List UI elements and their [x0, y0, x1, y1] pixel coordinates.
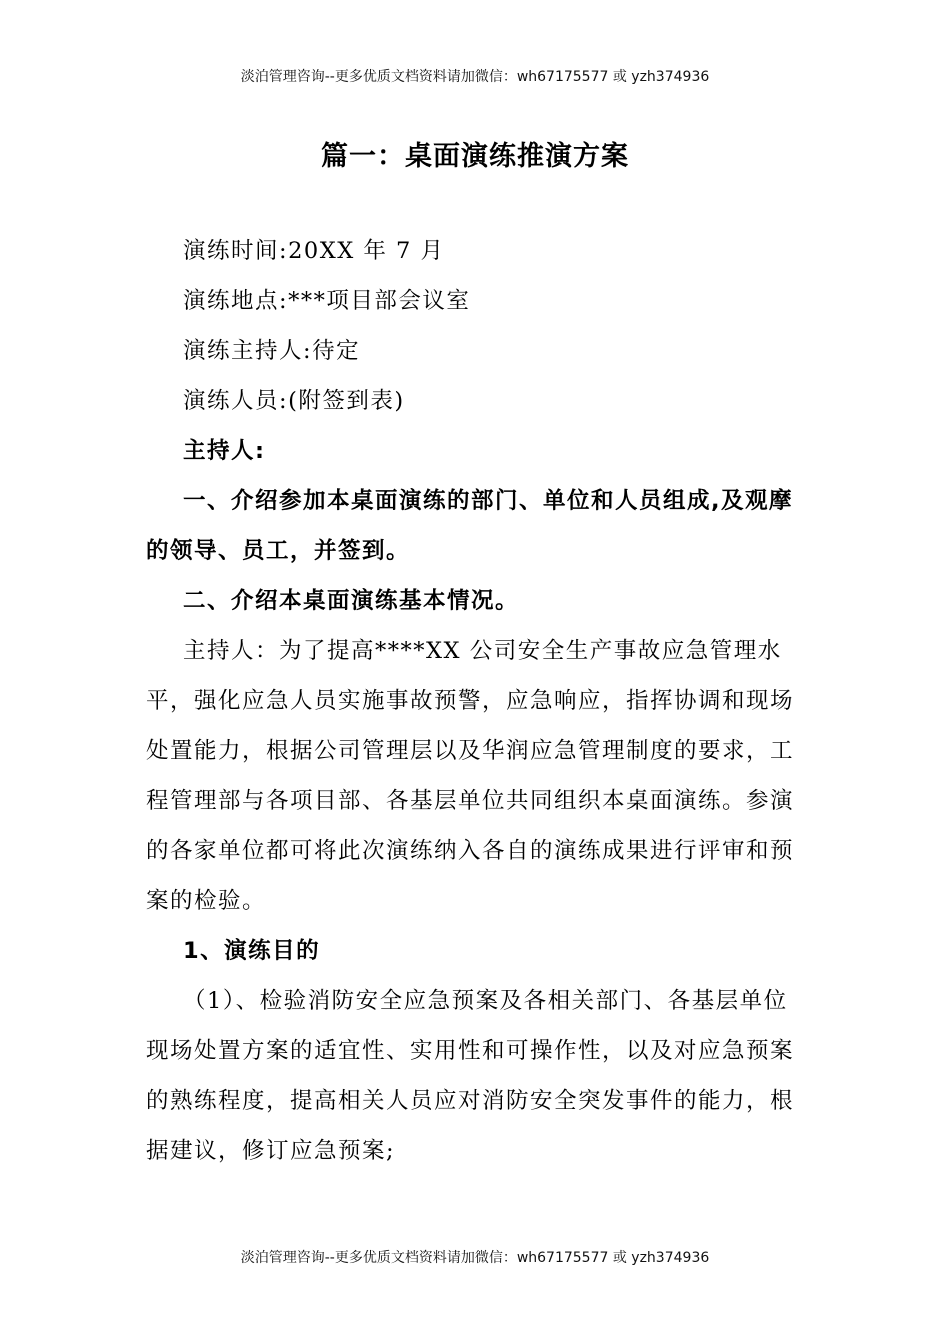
- host-label: 主持人:: [183, 438, 266, 464]
- purpose-item-1: （1）、检验消防安全应急预案及各相关部门、各基层单位现场处置方案的适宜性、实用性和可操作性，以及对应急预案的熟练程度，提高相关人员应对消防安全突发事件的能力，根据建议，修订应急预案;: [146, 988, 795, 1164]
- page-header: 淡泊管理咨询--更多优质文档资料请加微信：wh67175577 或 yzh374936: [240, 69, 710, 85]
- drill-host: 演练主持人:待定: [183, 338, 361, 364]
- drill-place: 演练地点:***项目部会议室: [183, 288, 471, 314]
- purpose-heading: 1、演练目的: [183, 938, 321, 964]
- document-body: [146, 226, 808, 1176]
- page-footer: 淡泊管理咨询--更多优质文档资料请加微信：wh67175577 或 yzh374936: [240, 1250, 710, 1266]
- drill-staff: 演练人员:(附签到表): [183, 388, 405, 414]
- drill-time: 演练时间:20XX 年 7 月: [183, 238, 445, 264]
- intro-paragraph: 主持人：为了提高****XX 公司安全生产事故应急管理水平，强化应急人员实施事故预警，应急响应，指挥协调和现场处置能力，根据公司管理层以及华润应急管理制度的要求，工程管理部与各项目部、各基层单位共同组织本桌面演练。参演的各家单位都可将此次演练纳入各自的演练成果进行评审和预案的检验。: [146, 638, 795, 914]
- section-one-heading: 一、介绍参加本桌面演练的部门、单位和人员组成,及观摩的领导、员工，并签到。: [146, 488, 794, 564]
- document-title: 篇一：桌面演练推演方案: [321, 141, 629, 172]
- section-two-heading: 二、介绍本桌面演练基本情况。: [183, 588, 520, 614]
